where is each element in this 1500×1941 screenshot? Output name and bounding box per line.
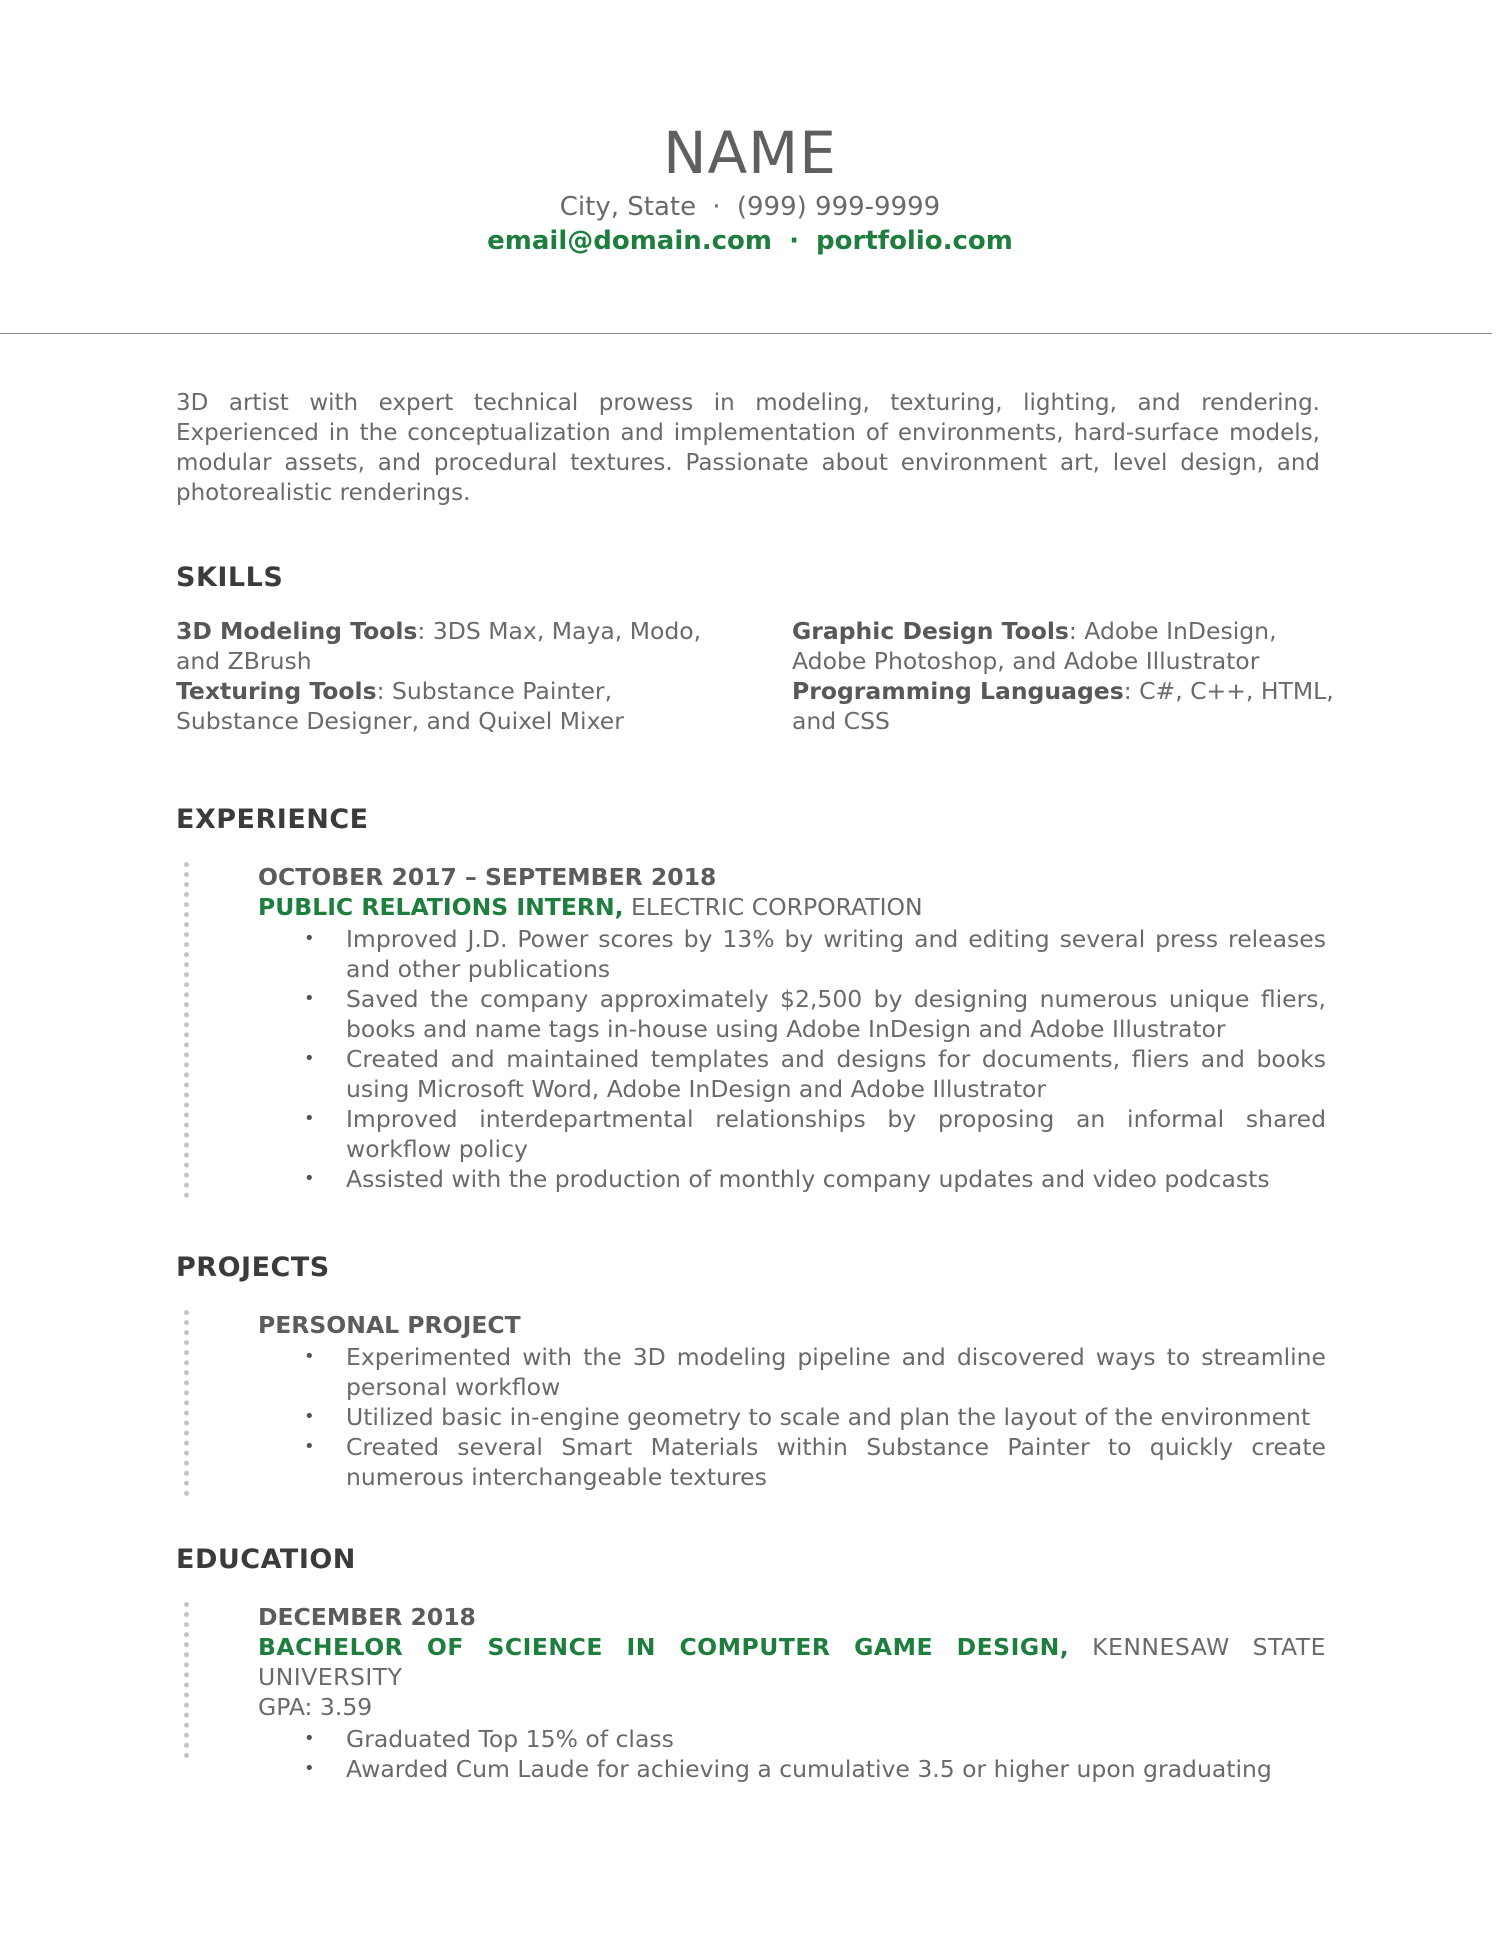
- skill-label: Programming Languages: [792, 677, 1124, 705]
- list-item-text: Improved J.D. Power scores by 13% by writing and editing several press releases and other publications: [346, 925, 1326, 983]
- bullet-icon: •: [304, 1436, 315, 1457]
- education-date: DECEMBER 2018: [258, 1603, 476, 1631]
- list-item: [258, 1104, 1326, 1164]
- list-item-text: Saved the company approximately $2,500 by designing numerous unique fliers, books and name tags in-house using Adobe InDesign and Adobe Illustrator: [346, 985, 1326, 1043]
- list-item: [258, 1432, 1326, 1492]
- list-item: [258, 1342, 1326, 1402]
- bullet-icon: •: [304, 1168, 315, 1189]
- education-bullets: [258, 1724, 1326, 1784]
- bullet-icon: •: [304, 1346, 315, 1367]
- skills-column-left: [176, 616, 736, 736]
- education-heading: EDUCATION: [176, 1544, 356, 1575]
- skill-item: [792, 616, 1352, 676]
- list-item-text: Awarded Cum Laude for achieving a cumulative 3.5 or higher upon graduating: [346, 1755, 1272, 1783]
- bullet-icon: •: [304, 1728, 315, 1749]
- list-item-text: Utilized basic in-engine geometry to scale and plan the layout of the environment: [346, 1403, 1311, 1431]
- list-item: [258, 924, 1326, 984]
- project-title: PERSONAL PROJECT: [258, 1311, 521, 1339]
- skill-label: Texturing Tools: [176, 677, 377, 705]
- skills-column-right: [792, 616, 1352, 736]
- resume-header: [0, 118, 1500, 258]
- education-gpa: GPA: 3.59: [258, 1693, 373, 1721]
- timeline-divider: [184, 1310, 189, 1496]
- bullet-icon: •: [304, 1758, 315, 1779]
- skill-value: : 3DS Max, Maya, Modo, and ZBrush: [176, 617, 702, 675]
- list-item: [258, 984, 1326, 1044]
- separator-dot: ·: [712, 192, 721, 222]
- skill-label: Graphic Design Tools: [792, 617, 1069, 645]
- experience-bullets: [258, 924, 1326, 1194]
- candidate-name: NAME: [663, 119, 837, 187]
- list-item: [258, 1164, 1326, 1194]
- bullet-icon: •: [304, 1108, 315, 1129]
- experience-date: OCTOBER 2017 – SEPTEMBER 2018: [258, 863, 717, 891]
- experience-role-line: [258, 892, 1326, 922]
- experience-heading: EXPERIENCE: [176, 804, 369, 835]
- list-item-text: Created and maintained templates and designs for documents, fliers and books using Microsoft Word, Adobe InDesign and Adobe Illustrator: [346, 1045, 1326, 1103]
- bullet-icon: •: [304, 1048, 315, 1069]
- skill-item: [792, 676, 1352, 736]
- header-divider: [0, 333, 1492, 334]
- education-entry: [176, 1602, 1326, 1784]
- list-item-text: Experimented with the 3D modeling pipeline and discovered ways to streamline personal workflow: [346, 1343, 1326, 1401]
- contact-line: [0, 190, 1500, 224]
- timeline-divider: [184, 1602, 189, 1758]
- experience-content: [258, 862, 1326, 1194]
- bullet-icon: •: [304, 928, 315, 949]
- projects-heading: PROJECTS: [176, 1252, 330, 1283]
- list-item: [258, 1044, 1326, 1104]
- list-item-text: Created several Smart Materials within Substance Painter to quickly create numerous interchangeable textures: [346, 1433, 1326, 1491]
- experience-company: ELECTRIC CORPORATION: [623, 893, 923, 921]
- experience-entry: [176, 862, 1326, 1194]
- education-degree-line: [258, 1632, 1326, 1692]
- list-item-text: Graduated Top 15% of class: [346, 1725, 674, 1753]
- project-entry: [176, 1310, 1326, 1492]
- web-contact-line: [0, 224, 1500, 258]
- skill-label: 3D Modeling Tools: [176, 617, 418, 645]
- list-item-text: Improved interdepartmental relationships by proposing an informal shared workflow policy: [346, 1105, 1326, 1163]
- skills-heading: SKILLS: [176, 562, 284, 593]
- list-item: [258, 1754, 1326, 1784]
- education-content: [258, 1602, 1326, 1784]
- bullet-icon: •: [304, 1406, 315, 1427]
- education-school: KENNESAW STATE UNIVERSITY: [258, 1633, 1326, 1691]
- city-state: City, State: [559, 192, 697, 222]
- skill-value: : C#, C++, HTML, and CSS: [792, 677, 1334, 735]
- phone-number: (999) 999-9999: [736, 192, 941, 222]
- separator-dot: ·: [789, 226, 799, 256]
- list-item: [258, 1402, 1326, 1432]
- professional-summary: 3D artist with expert technical prowess in modeling, texturing, lighting, and rendering. Experienced in the conceptualization and implementation of environments, hard-surface models, modular assets, and procedural textures. Passionate about environment art, level design, and photorealistic renderings.: [176, 390, 1320, 506]
- skill-value: : Adobe InDesign, Adobe Photoshop, and Adobe Illustrator: [792, 617, 1277, 675]
- skill-item: [176, 676, 736, 736]
- skill-value: : Substance Painter, Substance Designer, and Quixel Mixer: [176, 677, 624, 735]
- bullet-icon: •: [304, 988, 315, 1009]
- list-item-text: Assisted with the production of monthly company updates and video podcasts: [346, 1165, 1270, 1193]
- portfolio-link[interactable]: portfolio.com: [816, 226, 1013, 256]
- project-bullets: [258, 1342, 1326, 1492]
- experience-role: PUBLIC RELATIONS INTERN,: [258, 893, 624, 921]
- email-link[interactable]: email@domain.com: [487, 226, 773, 256]
- list-item: [258, 1724, 1326, 1754]
- skill-item: [176, 616, 736, 676]
- timeline-divider: [184, 862, 189, 1198]
- education-degree: BACHELOR OF SCIENCE IN COMPUTER GAME DESIGN,: [258, 1633, 1070, 1661]
- project-content: [258, 1310, 1326, 1492]
